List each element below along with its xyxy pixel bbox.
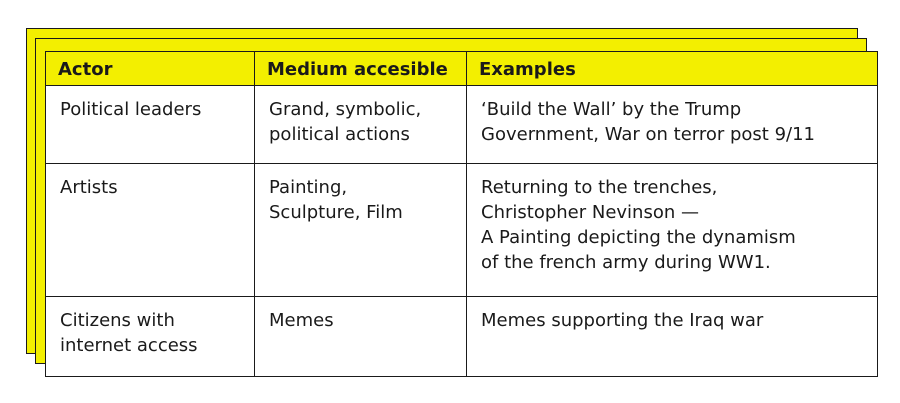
table-row <box>46 86 878 164</box>
table-cell-medium: Grand, symbolic, political actions <box>255 86 467 164</box>
table-cell-examples: Memes supporting the Iraq war <box>467 297 878 377</box>
column-header-examples: Examples <box>467 52 878 86</box>
table-row <box>46 297 878 377</box>
actors-table <box>45 51 878 377</box>
table-header-row <box>46 52 878 86</box>
table-row <box>46 164 878 297</box>
column-header-medium: Medium accesible <box>255 52 467 86</box>
table-cell-actor: Political leaders <box>46 86 255 164</box>
table-cell-examples: Returning to the trenches, Christopher Nevinson — A Painting depicting the dynamism of the french army during WW1. <box>467 164 878 297</box>
table-cell-actor: Citizens with internet access <box>46 297 255 377</box>
table-cell-medium: Memes <box>255 297 467 377</box>
table-cell-actor: Artists <box>46 164 255 297</box>
column-header-actor: Actor <box>46 52 255 86</box>
table-cell-medium: Painting, Sculpture, Film <box>255 164 467 297</box>
table-cell-examples: ‘Build the Wall’ by the Trump Government, War on terror post 9/11 <box>467 86 878 164</box>
